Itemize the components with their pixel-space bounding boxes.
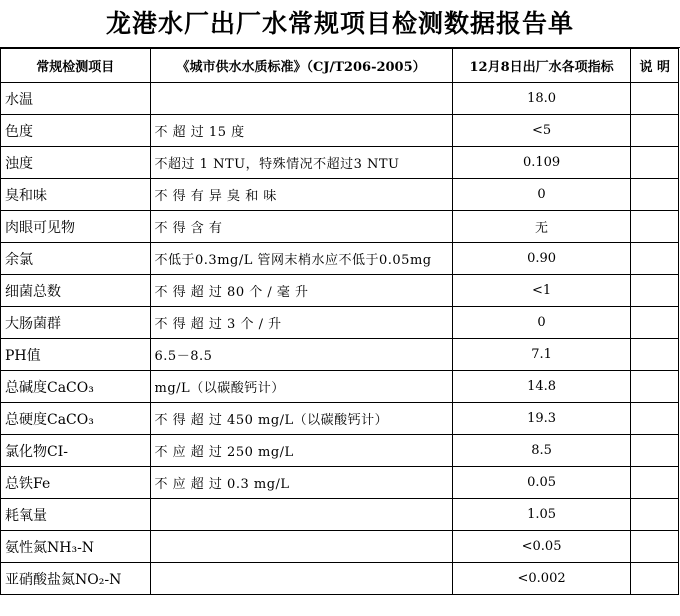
table-row — [1, 403, 679, 435]
row-standard — [150, 531, 452, 563]
table-row — [1, 467, 679, 499]
row-note — [631, 531, 679, 563]
water-quality-table — [0, 48, 679, 595]
row-standard — [150, 83, 452, 115]
row-value: 0.109 — [452, 147, 631, 179]
row-standard: 不 应 超 过 0.3 mg/L — [150, 467, 452, 499]
row-standard — [150, 499, 452, 531]
row-value: 7.1 — [452, 339, 631, 371]
row-item: 肉眼可见物 — [1, 211, 151, 243]
table-row — [1, 563, 679, 595]
table-row — [1, 115, 679, 147]
row-standard: mg/L（以碳酸钙计） — [150, 371, 452, 403]
table-row — [1, 211, 679, 243]
row-item: 亚硝酸盐氮NO₂-N — [1, 563, 151, 595]
row-standard: 不 应 超 过 250 mg/L — [150, 435, 452, 467]
row-note — [631, 563, 679, 595]
row-note — [631, 403, 679, 435]
row-item: 浊度 — [1, 147, 151, 179]
row-value: <0.002 — [452, 563, 631, 595]
row-note — [631, 275, 679, 307]
row-note — [631, 435, 679, 467]
table-row — [1, 179, 679, 211]
row-note — [631, 307, 679, 339]
row-item: 色度 — [1, 115, 151, 147]
row-item: 耗氧量 — [1, 499, 151, 531]
row-value: 0 — [452, 307, 631, 339]
table-row — [1, 243, 679, 275]
row-standard: 不 得 含 有 — [150, 211, 452, 243]
row-item: 水温 — [1, 83, 151, 115]
row-item: 氯化物CI- — [1, 435, 151, 467]
row-standard: 不 得 超 过 80 个 / 毫 升 — [150, 275, 452, 307]
row-item: 余氯 — [1, 243, 151, 275]
row-item: 大肠菌群 — [1, 307, 151, 339]
row-note — [631, 467, 679, 499]
table-row — [1, 83, 679, 115]
row-item: 总碱度CaCO₃ — [1, 371, 151, 403]
row-value: 0.90 — [452, 243, 631, 275]
title-row — [0, 0, 680, 48]
row-note — [631, 243, 679, 275]
row-standard: 6.5－8.5 — [150, 339, 452, 371]
row-note — [631, 499, 679, 531]
row-note — [631, 147, 679, 179]
row-item: 细菌总数 — [1, 275, 151, 307]
row-note — [631, 115, 679, 147]
table-row — [1, 435, 679, 467]
row-standard: 不 超 过 15 度 — [150, 115, 452, 147]
row-standard: 不超过 1 NTU，特殊情况不超过3 NTU — [150, 147, 452, 179]
row-value: 1.05 — [452, 499, 631, 531]
row-value: <1 — [452, 275, 631, 307]
table-row — [1, 531, 679, 563]
row-note — [631, 371, 679, 403]
row-item: PH值 — [1, 339, 151, 371]
table-row — [1, 499, 679, 531]
row-standard: 不 得 超 过 450 mg/L（以碳酸钙计） — [150, 403, 452, 435]
row-value: 18.0 — [452, 83, 631, 115]
row-value: 19.3 — [452, 403, 631, 435]
table-row — [1, 147, 679, 179]
row-value: 0.05 — [452, 467, 631, 499]
table-row — [1, 275, 679, 307]
table-body — [1, 83, 679, 595]
row-standard: 不低于0.3mg/L 管网末梢水应不低于0.05mg — [150, 243, 452, 275]
row-note — [631, 83, 679, 115]
row-item: 臭和味 — [1, 179, 151, 211]
table-row — [1, 371, 679, 403]
report-title: 龙港水厂出厂水常规项目检测数据报告单 — [105, 9, 574, 38]
row-value: <5 — [452, 115, 631, 147]
row-value: 0 — [452, 179, 631, 211]
row-item: 氨性氮NH₃-N — [1, 531, 151, 563]
row-note — [631, 339, 679, 371]
row-standard: 不 得 超 过 3 个 / 升 — [150, 307, 452, 339]
header-value: 12月8日出厂水各项指标 — [452, 49, 631, 83]
row-note — [631, 211, 679, 243]
row-value: 无 — [452, 211, 631, 243]
header-standard: 《城市供水水质标准》（CJ/T206-2005） — [150, 49, 452, 83]
row-standard: 不 得 有 异 臭 和 味 — [150, 179, 452, 211]
row-value: 8.5 — [452, 435, 631, 467]
row-standard — [150, 563, 452, 595]
row-item: 总铁Fe — [1, 467, 151, 499]
header-item: 常规检测项目 — [1, 49, 151, 83]
row-value: 14.8 — [452, 371, 631, 403]
row-item: 总硬度CaCO₃ — [1, 403, 151, 435]
row-note — [631, 179, 679, 211]
row-value: <0.05 — [452, 531, 631, 563]
table-row — [1, 307, 679, 339]
table-row — [1, 339, 679, 371]
table-header-row — [1, 49, 679, 83]
header-note: 说 明 — [631, 49, 679, 83]
